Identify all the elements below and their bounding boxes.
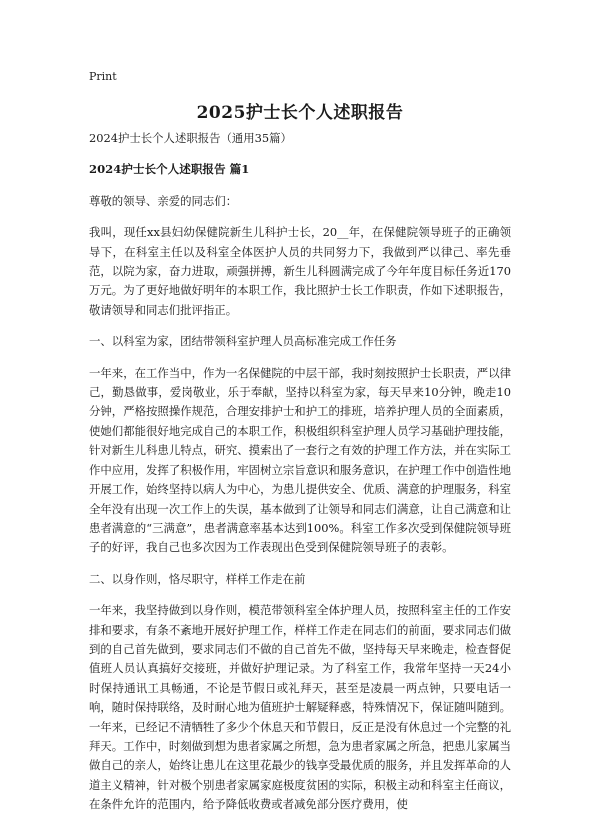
print-label: Print <box>89 70 117 83</box>
document-body <box>89 129 511 827</box>
document-subtitle: 2024护士长个人述职报告（通用35篇） <box>89 131 292 145</box>
paragraph-section-two: 一年来，我坚持做到以身作则，模范带领科室全体护理人员，按照科室主任的工作安排和要求，有条不紊地开展好护理工作，样样工作走在同志们的前面，要求同志们做到的自己首先做到，要求同志们不做的自己首先不做，坚持每天早来晚走，检查督促值班人员认真搞好交接班，并做好护理记录。为了科室工作，我常年坚持一天24小时保持通讯工具畅通，不论是节假日或礼拜天，甚至是凌晨一两点钟，只要电话一响，随时保持联络，及时耐心地为值班护士解疑释惑，特殊情况下，保证随叫随到。一年来，已经记不清牺牲了多少个休息天和节假日，反正是没有休息过一个完整的礼拜天。工作中，时刻做到想为患者家属之所想，急为患者家属之所急，把患儿家属当做自己的亲人，始终让患儿在这里花最少的钱享受最优质的服务，并且发挥革命的人道主义精神，针对极个别患者家属家庭极度贫困的实际，积极主动和科室主任商议，在条件允许的范围内，给予降低收费或者减免部分医疗费用，使 <box>89 603 511 812</box>
paragraph-intro: 我叫，现任xx县妇幼保健院新生儿科护士长，20__年，在保健院领导班子的正确领导下，在科室主任以及科室全体医护人员的共同努力下，我做到严以律己、率先垂范，以院为家，奋力进取，顽强拼搏，新生儿科圆满完成了今年年度目标任务近170万元。为了更好地做好明年的本职工作，我比照护士长工作职责，作如下述职报告，敬请领导和同志们批评指正。 <box>89 225 511 317</box>
salutation: 尊敬的领导、亲爱的同志们： <box>89 193 238 208</box>
paragraph-section-one: 一年来，在工作当中，作为一名保健院的中层干部，我时刻按照护士长职责，严以律己，勤恳做事，爱岗敬业，乐于奉献，坚持以科室为家，每天早来10分钟，晚走10分钟，严格按照操作规范，合理安排护士和护工的排班，培养护理人员的全面素质，使她们都能很好地完成自己的本职工作，积极组织科室护理人员学习基础护理技能，针对新生儿科患儿特点，研究、摸索出了一套行之有效的护理工作方法，并在实际工作中应用，发挥了积极作用，牢固树立宗旨意识和服务意识，在护理工作中创造性地开展工作，始终坚持以病人为中心，为患儿提供安全、优质、满意的护理服务，科室全年没有出现一次工作上的失误，基本做到了让领导和同志们满意，让自己满意和让患者满意的“三满意”，患者满意率基本达到100%。科室工作多次受到保健院领导班子的好评，我自己也多次因为工作表现出色受到保健院领导班子的表彰。 <box>89 365 511 555</box>
section-heading: 2024护士长个人述职报告 篇1 <box>89 162 250 177</box>
document-title: 2025护士长个人述职报告 <box>196 103 404 123</box>
subheading-two: 二、以身作则，恪尽职守，样样工作走在前 <box>89 571 306 586</box>
subheading-one: 一、以科室为家，团结带领科室护理人员高标准完成工作任务 <box>89 334 397 349</box>
